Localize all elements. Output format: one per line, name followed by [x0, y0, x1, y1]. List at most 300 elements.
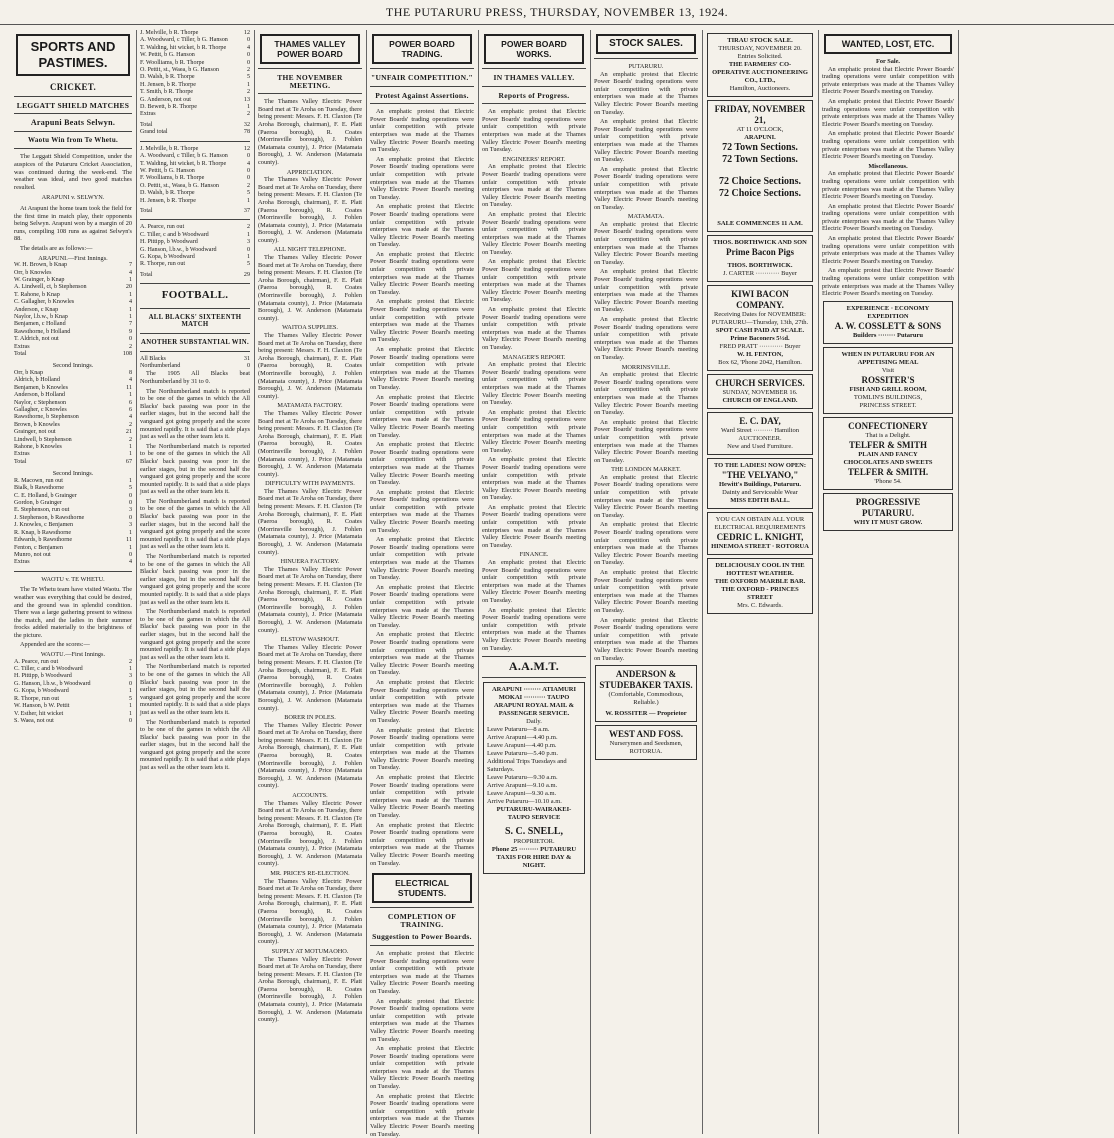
runs-cell: 8 [128, 369, 132, 376]
total-label: Total [140, 207, 153, 214]
batsman-cell: O. Pettit, st., Waea, b G. Hanson [140, 67, 219, 74]
waotu-heading: WAOTU.—First Innings. [40, 651, 106, 659]
football-body-4: The Northumberland match is reported to be one of the games in which the All Blacks' back passing was poor in the earlier stages, but in the second half the vanguard got going properly and the score mounted rapidly. It is said that a side plays just as well as the other team lets it. [140, 553, 250, 606]
ad-title: TELFER & SMITH. [847, 466, 929, 477]
runs-cell: 2 [246, 67, 250, 74]
runs-cell: 0 [246, 59, 250, 66]
batsman-cell: Gordon, b Grainger [14, 500, 62, 507]
result-line: The 1905 All Blacks beat Northumberland by 31 to 0. [140, 370, 250, 385]
section-heading: MORRINSVILLE. [621, 363, 671, 371]
ad-line: PRINCESS STREET. [859, 401, 917, 409]
body-paragraph: An emphatic protest that Electric Power Boards' trading operations were unfair competition with private enterprises was made at the Thames Valley Electric Power Board's meeting on Tuesday. [370, 949, 474, 995]
football-body-6: The Northumberland match is reported to be one of the games in which the All Blacks' back passing was poor in the earlier stages, but in the second half the vanguard got going properly and the score mounted rapidly. It is said that a side plays just as well as the other team lets it. [140, 663, 250, 716]
runs-cell: 4 [128, 559, 132, 566]
table-row [14, 284, 132, 291]
table-row [14, 400, 132, 407]
batsman-cell: Gallagher, c Knowles [14, 407, 67, 413]
runs-cell: 2 [246, 224, 250, 231]
runs-cell: 0 [246, 37, 250, 44]
runs-cell: 3 [246, 239, 250, 246]
ad-line: New and Used Furniture. [727, 443, 793, 450]
runs-cell: 0 [128, 500, 132, 507]
team-name: All Blacks [140, 355, 166, 362]
masthead: THE PUTARURU PRESS, THURSDAY, NOVEMBER 13, 1924. [0, 0, 1114, 25]
runs-cell: 2 [128, 421, 132, 428]
table-row [14, 414, 132, 421]
batsman-cell: W. H. Brown, b Knap [14, 262, 68, 269]
column-scores: J. Melville, b R. Thorpe 12 A. Woodward, c Tiller, b G. Hanson 0 T. Walding, hit wicket, b R. Thorpe 4 W. Pettit, b G. Hanson 0 F. Woolliams, b R. Thorpe 0 O. Pettit, st., Waea, b G. Hanson 2 D. Walsh, b R. Thorpe 5 H. Jensen, b R. Thorpe 1 T. Smith, b R. Thorpe 2 G. Anderson, not out 13 D. Bewett, b R. Thorpe 1 Extras 2 Total 32 Grand total 78 J. Melville, b R. Thorpe 12 A. Woodward, c Tiller, b G. Hanson 0 T. Walding, hit wicket, b R. Thorpe 4 W. Pettit, b G. Hanson 0 F. Woolliams, b R. Thorpe 0 O. Pettit, st., Waea, b G. Hanson 2 D. Walsh, b R. Thorpe 5 H. Jensen, b R. Thorpe 1 Total 37 A. Pearce, run out 2 C. Tiller, c and b Woodward 1 H. Pittipp, b Woodward 3 G. Hanson, l.b.w., b Woodward 0 G. Kopa, b Woodward 1 R. Thorpe, run out 5 Total 29 FOOTBALL. ALL BLACKS' SIXTEENTH MATCH ANOTHER SUBSTANTIAL WIN. All Blacks 31 Northumberland 0 The 1905 All Blacks beat Northumberland by 31 to 0. The Northumberland match is reported to be one of the games in which the All Blacks' back passing was poor in the earlier stages, but in the second half the vanguard got going properly and the score mounted rapidly. It is said that a side plays just as well as the other team lets it. The Northumberland match is reported to be one of the games in which the All Blacks' back passing was poor in the earlier stages, but in the second half the vanguard got going properly and the score mounted rapidly. It is said that a side plays just as well as the other team lets it. The Northumberland match is reported to be one of the games in which the All Blacks' back passing was poor in the earlier stages, but in the second half the vanguard got going properly and the score mounted rapidly. It is said that a side plays just as well as the other team lets it. The Northumberland match is reported to be one of the games in which the All Blacks' back passing was poor in the earlier stages, but in the second half the vanguard got going properly and the score mounted rapidly. It is said that a side plays just as well as the other team lets it. The Northumberland match is reported to be one of the games in which the All Blacks' back passing was poor in the earlier stages, but in the second half the vanguard got going properly and the score mounted rapidly. It is said that a side plays just as well as the other team lets it. The Northumberland match is reported to be one of the games in which the All Blacks' back passing was poor in the earlier stages, but in the second half the vanguard got going properly and the score mounted rapidly. It is said that a side plays just as well as the other team lets it. The Northumberland match is reported to be one of the games in which the All Blacks' back passing was poor in the earlier stages, but in the second half the vanguard got going properly and the score mounted rapidly. It is said that a side plays just as well as the other team lets it. [140, 30, 250, 772]
runs-cell: 2 [128, 343, 132, 350]
ad-title: E. C. DAY, [739, 416, 781, 426]
table-row [14, 673, 132, 680]
batsman-cell: R. Macown, run out [14, 477, 63, 484]
body-paragraph: The Thames Valley Electric Power Board met at Te Aroha on Tuesday, there being present: Messrs. F. H. Claxton (Te Aroha Borough, chairman), F. E. Platt (Paeroa borough), R. Coates (Morrinsville borough), J. Fohlen (Matamata county), J. Price (Matamata Borough), J. W. Anderson (Matamata county). [258, 409, 362, 478]
table-row [140, 161, 250, 168]
body-paragraph: The Thames Valley Electric Power Board met at Te Aroha on Tuesday, there being present: Messrs. F. H. Claxton (Te Aroha Borough, chairman), F. E. Platt (Paeroa borough), R. Coates (Morrinsville borough), J. Fohlen (Matamata county), J. Price (Matamata Borough), J. W. Anderson (Matamata county). [258, 799, 362, 868]
column-rule [702, 30, 703, 1134]
stock-sales-title: STOCK SALES. [596, 34, 696, 54]
table-row [14, 314, 132, 321]
students-title: ELECTRICAL STUDENTS. [372, 873, 472, 903]
batsman-cell: H. Jensen, b R. Thorpe [140, 197, 196, 204]
table-row [14, 344, 132, 351]
section-heading: MATAMATA. [627, 213, 665, 221]
table-row [140, 30, 250, 37]
table-row [14, 718, 132, 725]
runs-cell: 4 [246, 44, 250, 51]
table-row [140, 198, 250, 205]
runs-cell: 1 [128, 291, 132, 298]
body-paragraph: An emphatic protest that Electric Power Boards' trading operations were unfair competition with private enterprises was made at the Thames Valley Electric Power Board's meeting on Tuesday. [482, 163, 586, 209]
meeting-heading: THE NOVEMBER MEETING. [277, 73, 343, 90]
table-row [14, 545, 132, 552]
ad-line: Visit [881, 366, 895, 374]
total-value: 32 [243, 121, 250, 128]
batsman-cell: Anderson, c Knap [14, 306, 59, 313]
ad-title: CHURCH SERVICES. [715, 378, 805, 388]
runs-cell: 0 [128, 680, 132, 687]
table-row [140, 232, 250, 239]
runs-cell: 11 [126, 537, 132, 544]
table-row [14, 688, 132, 695]
batsman-cell: Benjamen, c Holland [14, 321, 66, 328]
runs-cell: 7 [128, 321, 132, 328]
body-paragraph: The Thames Valley Electric Power Board met at Te Aroha on Tuesday, there being present: Messrs. F. H. Claxton (Te Aroha Borough, chairman), F. E. Platt (Paeroa borough), R. Coates (Morrinsville borough), J. Fohlen (Matamata county), J. Price (Matamata Borough), J. W. Anderson (Matamata county). [258, 98, 362, 166]
ad-line: Prime Bacon Pigs [726, 247, 794, 257]
section-heading: MATAMATA FACTORY. [277, 402, 343, 410]
table-row [140, 190, 250, 197]
table-row [140, 37, 250, 44]
body-paragraph: An emphatic protest that Electric Power Boards' trading operations were unfair competition with private enterprises was made at the Thames Valley Electric Power Board's meeting on Tuesday. [370, 108, 474, 154]
body-paragraph: An emphatic protest that Electric Power Boards' trading operations were unfair competition with private enterprises was made at the Thames Valley Electric Power Board's meeting on Tuesday. [594, 473, 698, 519]
body-paragraph: The Thames Valley Electric Power Board met at Te Aroha on Tuesday, there being present: Messrs. F. H. Claxton (Te Aroha Borough, chairman), F. E. Platt (Paeroa borough), R. Coates (Morrinsville borough), J. Fohlen (Matamata county), J. Price (Matamata Borough), J. W. Anderson (Matamata county). [258, 643, 362, 712]
power-board-title: THAMES VALLEY POWER BOARD [260, 34, 360, 64]
body-paragraph: An emphatic protest that Electric Power Boards' trading operations were unfair competition with private enterprises was made at the Thames Valley Electric Power Board's meeting on Tuesday. [370, 726, 474, 772]
body-paragraph: An emphatic protest that Electric Power Boards' trading operations were unfair competition with private enterprises was made at the Thames Valley Electric Power Board's meeting on Tuesday. [482, 456, 586, 502]
batsman-cell: Grainger, not out [14, 429, 56, 436]
innings-heading-3: Second Innings. [52, 470, 94, 478]
body-paragraph: An emphatic protest that Electric Power Boards' trading operations were unfair competition with private enterprises was made at the Thames Valley Electric Power Board's meeting on Tuesday. [482, 503, 586, 549]
ad-date: FRIDAY, NOVEMBER 21, [714, 104, 806, 125]
ad-title: PUTARURU. [861, 507, 915, 518]
ad-line: Dainty and Serviceable Wear [722, 489, 798, 496]
section-heading: ACCOUNTS. [292, 792, 328, 800]
timetable-line: Additional Trips Tuesdays and Saturdays. [487, 757, 567, 773]
runs-cell: 7 [128, 262, 132, 269]
runs-cell: 1 [128, 313, 132, 320]
column-power-works [482, 30, 586, 1134]
table-row [14, 336, 132, 343]
runs-cell: 5 [246, 74, 250, 81]
ad-line: YOU CAN OBTAIN ALL YOUR ELECTRICAL REQUIREMENTS [714, 516, 806, 531]
section-heading: DIFFICULTY WITH PAYMENTS. [265, 480, 355, 488]
table-row [14, 478, 132, 485]
batsman-cell: T. Aldrich, not out [14, 336, 59, 343]
body-paragraph: An emphatic protest that Electric Power Boards' trading operations were unfair competition with private enterprises was made at the Thames Valley Electric Power Board's meeting on Tuesday. [370, 678, 474, 724]
batsman-cell: T. Smith, b R. Thorpe [140, 89, 194, 96]
batsman-cell: Extras [140, 111, 156, 118]
body-paragraph: An emphatic protest that Electric Power Boards' trading operations were unfair competition with private enterprises was made at the Thames Valley Electric Power Board's meeting on Tuesday. [482, 210, 586, 256]
batsman-cell: S. Waea, not out [14, 717, 54, 724]
runs-cell: 0 [128, 514, 132, 521]
batsman-cell: W. Pettit, b G. Hanson [140, 52, 195, 59]
runs-cell: 12 [243, 145, 250, 152]
table-row [14, 552, 132, 559]
table-row [14, 329, 132, 336]
batsman-cell: Fenton, c Benjamen [14, 544, 63, 551]
table-row [140, 153, 250, 160]
classified-paragraph: An emphatic protest that Electric Power Boards' trading operations were unfair competition with private enterprises was made at the Thames Valley Electric Power Board's meeting on Tuesday. [822, 235, 954, 265]
knight-ad [707, 512, 813, 555]
ad-line: MISS EDITH BALL. [730, 497, 790, 504]
runs-cell: 1 [128, 529, 132, 536]
innings-heading: ARAPUNI.—First Innings. [38, 254, 108, 262]
body-paragraph: An emphatic protest that Electric Power Boards' trading operations were unfair competition with private enterprises was made at the Thames Valley Electric Power Board's meeting on Tuesday. [594, 616, 698, 662]
runs-cell: 4 [128, 269, 132, 276]
column-power-board [258, 30, 362, 1134]
total-label: Total [14, 458, 27, 465]
batsman-cell: Munro, not out [14, 551, 51, 558]
ad-line: W. H. FENTON, [736, 351, 784, 358]
table-row [14, 377, 132, 384]
table-row [140, 45, 250, 52]
ad-title: TELFER & SMITH [848, 439, 927, 450]
timetable-line: Leave Putaruru—5.40 p.m. [487, 749, 558, 757]
body-paragraph: The Thames Valley Electric Power Board met at Te Aroha on Tuesday, there being present: Messrs. F. H. Claxton (Te Aroha Borough, chairman), F. E. Platt (Paeroa borough), R. Coates (Morrinsville borough), J. Fohlen (Matamata county), J. Price (Matamata Borough), J. W. Anderson (Matamata county). [258, 332, 362, 400]
runs-cell: 1 [128, 451, 132, 458]
section-heading: ENGINEERS' REPORT. [502, 155, 566, 163]
ad-line: Entries Solicited. [737, 53, 783, 60]
ad-line: Hamilton, Auctioneers. [729, 85, 791, 92]
ad-line: WHY IT MUST GROW. [853, 518, 923, 526]
table-row [14, 537, 132, 544]
ad-line: PLAIN AND FANCY [858, 450, 918, 458]
runs-cell: 2 [246, 111, 250, 118]
runs-cell: 0 [128, 492, 132, 499]
timetable-line: Arrive Arapuni—9.10 a.m. [487, 781, 558, 789]
ad-company: THOS. BORTHWICK AND SON [713, 239, 807, 246]
column-sports [14, 30, 132, 1134]
batsman-cell: T. Walding, hit wicket, b R. Thorpe [140, 160, 227, 167]
batsman-cell: J. Melville, b R. Thorpe [140, 30, 199, 36]
ad-line: 72 Town Sections. [722, 142, 798, 153]
total-label: Total [14, 350, 27, 357]
body-paragraph: An emphatic protest that Electric Power Boards' trading operations were unfair competition with private enterprises was made at the Thames Valley Electric Power Board's meeting on Tuesday. [482, 258, 586, 304]
body-paragraph: An emphatic protest that Electric Power Boards' trading operations were unfair competition with private enterprises was made at the Thames Valley Electric Power Board's meeting on Tuesday. [370, 346, 474, 391]
runs-cell: 20 [125, 284, 132, 291]
runs-cell: 1 [128, 688, 132, 695]
runs-cell: 0 [246, 167, 250, 174]
body-paragraph: An emphatic protest that Electric Power Boards' trading operations were unfair competition with private enterprises was made at the Thames Valley Electric Power Board's meeting on Tuesday. [482, 559, 586, 604]
batsman-cell: H. Pittipp, b Woodward [140, 239, 198, 246]
runs-cell: 1 [246, 104, 250, 111]
table-row [14, 422, 132, 429]
runs-cell: 2 [128, 658, 132, 665]
table-row [14, 307, 132, 314]
ad-line: THE OXFORD - PRINCES STREET [721, 586, 799, 601]
ad-line: EXPERIENCE · ECONOMY [846, 304, 930, 312]
total-value: 37 [243, 207, 250, 214]
batsman-cell: Rahone, b Knowles [14, 444, 62, 451]
timetable-line: Arrive Arapuni—4.40 p.m. [487, 733, 558, 741]
batsman-cell: W. Grainger, b Knap [14, 276, 65, 283]
ad-line: Builders ········ Putaruru [852, 331, 924, 339]
body-paragraph: An emphatic protest that Electric Power Boards' trading operations were unfair competition with private enterprises was made at the Thames Valley Electric Power Board's meeting on Tuesday. [370, 203, 474, 249]
table-row [14, 292, 132, 299]
intro-paragraph: The Leggatt Shield Competition, under the auspices of the Putaruru Cricket Association, was continued during the week-end. The weather was ideal, and two good matches resulted. [14, 153, 132, 191]
table-row [14, 407, 132, 414]
section-heading: PUTARURU. [628, 63, 664, 70]
ad-line: Mrs. C. Edwards. [737, 602, 783, 609]
ad-line: SPOT CASH PAID AT SCALE. [715, 327, 805, 334]
ad-line: Ward Street ········· Hamilton [721, 427, 799, 434]
arapuni-sections-ad [707, 100, 813, 232]
batsman-cell: V. Esther, hit wicket [14, 710, 64, 717]
table-row [14, 437, 132, 444]
table-row [140, 60, 250, 67]
batsman-cell: R. Thorpe, run out [140, 261, 186, 268]
table-row [14, 392, 132, 399]
match-subheading-2: Waotu Win from Te Whetu. [27, 135, 119, 144]
table-row [14, 429, 132, 436]
section-heading: MR. PRICE'S RE-ELECTION. [270, 869, 350, 877]
batsman-cell: A. Woodward, c Tiller, b G. Hanson [140, 153, 228, 160]
ad-line: CHURCH OF ENGLAND. [722, 397, 798, 404]
batsman-cell: Edwards, b Rawsthorne [14, 537, 73, 544]
runs-cell: 6 [128, 407, 132, 413]
classified-paragraph: An emphatic protest that Electric Power Boards' trading operations were unfair competition with private enterprises was made at the Thames Valley Electric Power Board's meeting on Tuesday. [822, 170, 954, 201]
runs-cell: 9 [128, 328, 132, 335]
borthwick-ad [707, 235, 813, 282]
confectionery-ad [823, 417, 953, 490]
table-row [140, 104, 250, 111]
table-row [140, 67, 250, 74]
timetable-line: Leave Putaruru—9.30 a.m. [487, 773, 558, 781]
body-paragraph: The Thames Valley Electric Power Board met at Te Aroha on Tuesday, there being present: Messrs. F. H. Claxton (Te Aroha Borough, chairman), F. E. Platt (Paeroa borough), R. Coates (Morrinsville borough), J. Fohlen (Matamata county), J. Price (Matamata Borough), J. W. Anderson (Matamata county). [258, 955, 362, 1024]
ad-title: A. W. COSSLETT & SONS [834, 320, 942, 331]
ad-line: FRED PRATT ··········· Buyer [719, 343, 801, 350]
batsman-cell: A. Lindwell, ct, b Stephenson [14, 284, 87, 291]
total-label: Total [140, 121, 153, 128]
batsman-cell: G. Hanson, l.b.w., b Woodward [14, 680, 91, 687]
runs-cell: 6 [128, 399, 132, 406]
football-heading: FOOTBALL. [161, 289, 229, 302]
body-paragraph: An emphatic protest that Electric Power Boards' trading operations were unfair competition with private enterprises was made at the Thames Valley Electric Power Board's meeting on Tuesday. [594, 371, 698, 417]
batsman-cell: A. Pearce, run out [140, 224, 185, 231]
body-paragraph: The Thames Valley Electric Power Board met at Te Aroha on Tuesday, there being present: Messrs. F. H. Claxton (Te Aroha Borough, chairman), F. E. Platt (Paeroa borough), R. Coates (Morrinsville borough), J. Fohlen (Matamata county), J. Price (Matamata Borough), J. W. Anderson (Matamata county). [258, 254, 362, 322]
table-row [14, 321, 132, 328]
body-paragraph: An emphatic protest that Electric Power Boards' trading operations were unfair competition with private enterprises was made at the Thames Valley Electric Power Board's meeting on Tuesday. [594, 316, 698, 361]
runs-cell: 1 [128, 477, 132, 484]
cricket-heading: CRICKET. [50, 82, 96, 92]
rossiter-ad [823, 347, 953, 414]
column-rule [590, 30, 591, 1134]
runs-cell: 4 [128, 377, 132, 384]
body-paragraph: An emphatic protest that Electric Power Boards' trading operations were unfair competition with private enterprises was made at the Thames Valley Electric Power Board's meeting on Tuesday. [594, 569, 698, 614]
innings-heading-2: Second Innings. [52, 362, 94, 370]
ad-line: That is a Delight. [865, 431, 911, 439]
ad-title: CONFECTIONERY [848, 420, 928, 431]
ad-title: WEST AND FOSS. [608, 729, 684, 740]
batsman-cell: Naylor, c Stephenson [14, 399, 67, 406]
batsman-cell: Brown, b Knowles [14, 421, 60, 428]
batsman-cell: C. Tiller, c and b Woodward [140, 231, 209, 238]
team-name: Northumberland [140, 362, 181, 369]
body-paragraph: An emphatic protest that Electric Power Boards' trading operations were unfair competition with private enterprises was made at the Thames Valley Electric Power Board's meeting on Tuesday. [594, 418, 698, 464]
timetable-line: Leave Arapuni—9.30 a.m. [487, 789, 557, 797]
batsman-cell: J. Stephenson, b Rawsthorne [14, 514, 85, 521]
nursery-advertisement [595, 725, 697, 760]
section-heading: SUPPLY AT MOTUMAOHO. [271, 947, 349, 955]
batsman-cell: C. E. Holland, b Grainger [14, 492, 77, 499]
section-heading: THE LONDON MARKET. [611, 466, 681, 474]
quote-heading: "UNFAIR COMPETITION." [371, 73, 473, 82]
body-paragraph: An emphatic protest that Electric Power Boards' trading operations were unfair competition with private enterprises was made at the Thames Valley Electric Power Board's meeting on Tuesday. [370, 250, 474, 296]
batsman-cell: Rawsthorne, b Stephenson [14, 414, 79, 421]
batsman-cell: D. Walsh, b R. Thorpe [140, 190, 195, 197]
body-paragraph: The Thames Valley Electric Power Board met at Te Aroha on Tuesday, there being present: Messrs. F. H. Claxton (Te Aroha Borough, chairman), F. E. Platt (Paeroa borough), R. Coates (Morrinsville borough), J. Fohlen (Matamata county), J. Price (Matamata Borough), J. W. Anderson (Matamata county). [258, 721, 362, 790]
body-paragraph: An emphatic protest that Electric Power Boards' trading operations were unfair competition with private enterprises was made at the Thames Valley Electric Power Board's meeting on Tuesday. [594, 70, 698, 116]
table-row [140, 224, 250, 231]
body-paragraph: An emphatic protest that Electric Power Boards' trading operations were unfair competition with private enterprises was made at the Thames Valley Electric Power Board's meeting on Tuesday. [370, 997, 474, 1043]
ad-line: ARAPUNI. [744, 134, 776, 141]
table-row [140, 254, 250, 261]
runs-cell: 2 [246, 89, 250, 96]
table-row [14, 385, 132, 392]
football-body-2: The Northumberland match is reported to be one of the games in which the All Blacks' back passing was poor in the earlier stages, but in the second half the vanguard got going properly and the score mounted rapidly. It is said that a side plays just as well as the other team lets it. [140, 442, 250, 496]
match-heading: LEGGATT SHIELD MATCHES [16, 100, 130, 110]
section-heading: ALL NIGHT TELEPHONE. [273, 246, 347, 254]
body-paragraph: An emphatic protest that Electric Power Boards' trading operations were unfair competition with private enterprises was made at the Thames Valley Electric Power Board's meeting on Tuesday. [370, 774, 474, 820]
table-row [14, 703, 132, 710]
football-body: The Northumberland match is reported to be one of the games in which the All Blacks' back passing was poor in the earlier stages, but in the second half the vanguard got going properly and the score mounted rapidly. It is said that a side plays just as well as the other team lets it. [140, 387, 250, 441]
table-row [140, 52, 250, 59]
runs-cell: 2 [128, 436, 132, 443]
batsman-cell: Aldrich, b Holland [14, 377, 60, 384]
batsman-cell: T. Rahone, b Knap [14, 291, 60, 298]
column-rule [818, 30, 819, 1134]
ad-subtitle: (Comfortable, Commodious, Reliable.) [608, 691, 684, 707]
score-table [140, 30, 250, 119]
runs-cell: 5 [246, 190, 250, 197]
batsman-cell: Lindwell, b Stephenson [14, 436, 72, 443]
batsman-cell: R. Knap, b Rawsthorne [14, 529, 72, 536]
score-table [140, 146, 250, 205]
total-value: 67 [125, 458, 132, 465]
ad-company: THE FARMERS' CO-OPERATIVE AUCTIONEERING CO., LTD., [712, 61, 808, 84]
aamt-heading: A.A.M.T. [508, 659, 560, 674]
ad-title: PROGRESSIVE [855, 496, 921, 507]
ad-line: FISH AND GRILL ROOM, [849, 385, 927, 393]
students-subheading: COMPLETION OF TRAINING. [387, 912, 457, 929]
section-heading: MANAGER'S REPORT. [502, 353, 566, 361]
details-line: The details are as follows:— [20, 244, 93, 252]
score-table [14, 370, 132, 466]
score-table [14, 262, 132, 358]
ad-title: THE OXFORD MARBLE BAR. [714, 578, 806, 585]
sports-title: SPORTS AND PASTIMES. [16, 34, 130, 76]
ad-line: TOMLIN'S BUILDINGS, [853, 393, 923, 401]
power-works-title: POWER BOARD WORKS. [484, 34, 584, 64]
section-heading: For Sale. [875, 58, 901, 65]
football-body-7: The Northumberland match is reported to be one of the games in which the All Blacks' back passing was poor in the earlier stages, but in the second half the vanguard got going properly and the score mounted rapidly. It is said that a side plays just as well as the other team lets it. [140, 718, 250, 772]
section-heading: Miscellaneous. [868, 162, 908, 170]
ad-line: Prime Baconers 5½d. [730, 335, 790, 342]
body-paragraph: An emphatic protest that Electric Power Boards' trading operations were unfair competition with private enterprises was made at the Thames Valley Electric Power Board's meeting on Tuesday. [482, 108, 586, 154]
ad-title: ANDERSON & STUDEBAKER TAXIS. [599, 669, 693, 691]
runs-cell: 1 [128, 276, 132, 283]
ad-line: AT 11 O'CLOCK, [736, 126, 784, 133]
runs-cell: 13 [243, 96, 250, 103]
ad-proprietor: W. ROSSITER — Proprietor [605, 710, 687, 718]
runs-cell: 12 [243, 30, 250, 36]
ad-line: SALE COMMENCES 11 A.M. [717, 220, 803, 227]
table-row [14, 711, 132, 718]
runs-cell: 0 [246, 175, 250, 182]
runs-cell: 1 [246, 231, 250, 238]
football-subheading: ALL BLACKS' SIXTEENTH MATCH [148, 313, 242, 329]
ad-date: THURSDAY, NOVEMBER 20. [718, 45, 802, 52]
game2-heading: WAOTU v. TE WHETU. [41, 575, 105, 583]
game2-paragraph: The Te Whetu team have visited Waotu. The weather was everything that could be desired, and the ground was in splendid condition. There was a large gathering present to witness the match, and the ladies in their summer frocks added materially to the brightness of the picture. [14, 586, 132, 639]
runs-cell: 1 [128, 392, 132, 399]
game1-paragraph: At Arapuni the home team took the field for the first time in match play, their opponents being Selwyn. Arapuni won by a margin of 20 runs, compiling 108 runs as against Selwyn's 88. [14, 204, 132, 243]
runs-cell: 4 [128, 299, 132, 306]
ad-line: AUCTIONEER. [738, 435, 782, 442]
football-body-5: The Northumberland match is reported to be one of the games in which the All Blacks' back passing was poor in the earlier stages, but in the second half the vanguard got going properly and the score mounted rapidly. It is said that a side plays just as well as the other team lets it. [140, 608, 250, 661]
body-paragraph: An emphatic protest that Electric Power Boards' trading operations were unfair competition with private enterprises was made at the Thames Valley Electric Power Board's meeting on Tuesday. [370, 298, 474, 344]
body-paragraph: An emphatic protest that Electric Power Boards' trading operations were unfair competition with private enterprises was made at the Thames Valley Electric Power Board's meeting on Tuesday. [370, 1092, 474, 1138]
body-paragraph: An emphatic protest that Electric Power Boards' trading operations were unfair competition with private enterprises was made at the Thames Valley Electric Power Board's meeting on Tuesday. [482, 306, 586, 351]
classified-paragraph: An emphatic protest that Electric Power Boards' trading operations were unfair competition with private enterprises was made at the Thames Valley Electric Power Board's meeting on Tuesday. [822, 130, 954, 161]
ad-line: EXPEDITION [867, 312, 909, 320]
taxis-line: TAXIS FOR HIRE DAY & NIGHT. [496, 853, 572, 869]
football-body-3: The Northumberland match is reported to be one of the games in which the All Blacks' back passing was poor in the earlier stages, but in the second half the vanguard got going properly and the score mounted rapidly. It is said that a side plays just as well as the other team lets it. [140, 497, 250, 551]
column-rule [136, 30, 137, 1134]
runs-cell: 21 [125, 429, 132, 436]
ad-line: 72 Town Sections. [722, 154, 798, 165]
body-paragraph: An emphatic protest that Electric Power Boards' trading operations were unfair competition with private enterprises was made at the Thames Valley Electric Power Board's meeting on Tuesday. [370, 583, 474, 629]
table-row [14, 696, 132, 703]
table-row [140, 146, 250, 153]
table-row [140, 82, 250, 89]
ad-line: CHOCOLATES AND SWEETS [843, 458, 933, 466]
body-paragraph: The Thames Valley Electric Power Board met at Te Aroha on Tuesday, there being present: Messrs. F. H. Claxton (Te Aroha Borough, chairman), F. E. Platt (Paeroa borough), R. Coates (Morrinsville borough), J. Fohlen (Matamata county), J. Price (Matamata Borough), J. W. Anderson (Matamata county). [258, 487, 362, 556]
batsman-cell: G. Kopa, b Woodward [14, 688, 69, 695]
ad-title: TIRAU STOCK SALE. [727, 37, 793, 44]
timetable-line: Arrive Putaruru—10.10 a.m. [487, 797, 562, 805]
table-row [14, 500, 132, 507]
